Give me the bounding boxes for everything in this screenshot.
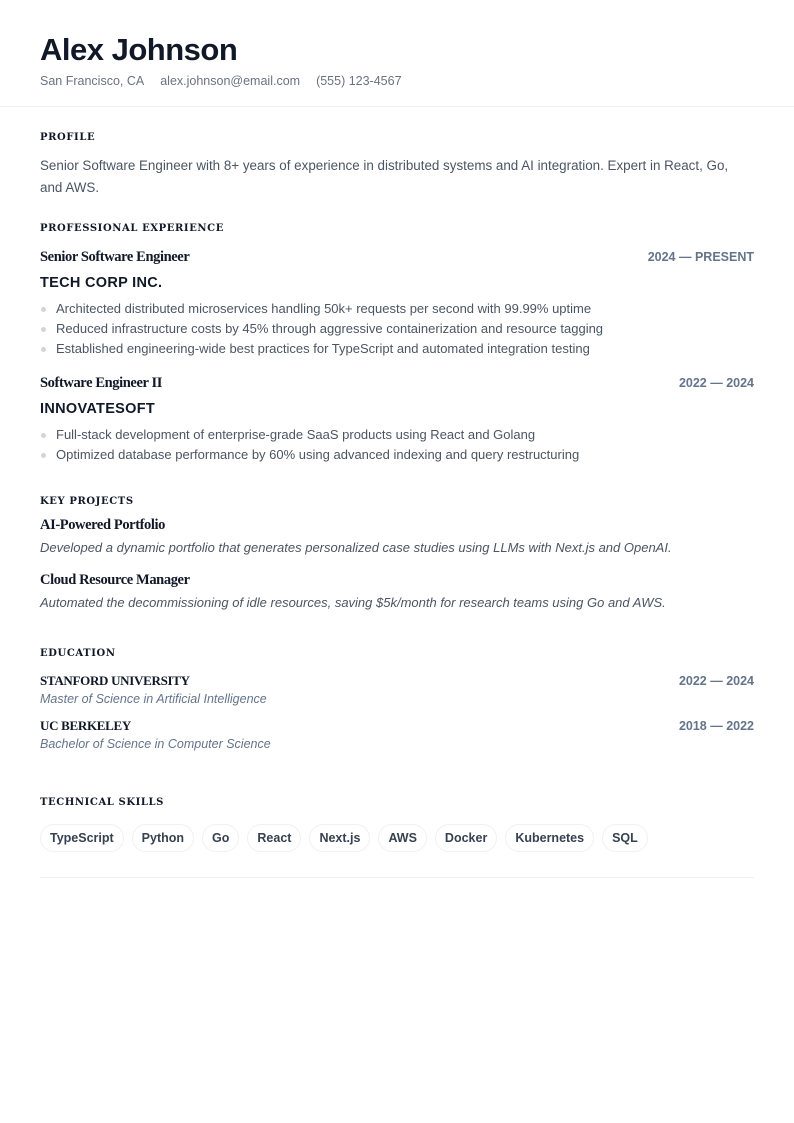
skill-tag: Go bbox=[202, 824, 239, 852]
skill-tag: Next.js bbox=[309, 824, 370, 852]
project-description: Automated the decommissioning of idle resources, saving $5k/month for research teams using Go and AWS. bbox=[40, 595, 666, 610]
job-bullets bbox=[40, 299, 754, 359]
skill-tag: Docker bbox=[435, 824, 497, 852]
job-bullet: Architected distributed microservices handling 50k+ requests per second with 99.99% uptime bbox=[40, 299, 754, 319]
skill-tag: SQL bbox=[602, 824, 648, 852]
footer-divider bbox=[40, 877, 754, 878]
job-entry bbox=[40, 375, 754, 465]
skill-tag: Python bbox=[132, 824, 194, 852]
job-dates: 2024 — PRESENT bbox=[647, 250, 754, 264]
project-entry bbox=[40, 572, 754, 613]
phone: (555) 123-4567 bbox=[316, 74, 402, 88]
projects-section bbox=[40, 496, 754, 613]
skills-list bbox=[40, 824, 754, 852]
contact-line bbox=[40, 74, 754, 88]
project-name: AI-Powered Portfolio bbox=[40, 517, 166, 533]
candidate-name: Alex Johnson bbox=[40, 32, 238, 67]
resume-header bbox=[0, 0, 794, 107]
education-dates: 2018 — 2022 bbox=[678, 719, 754, 733]
job-dates: 2022 — 2024 bbox=[678, 376, 754, 390]
project-description: Developed a dynamic portfolio that generates personalized case studies using LLMs with Next.js and OpenAI. bbox=[40, 540, 672, 555]
section-title-profile: PROFILE bbox=[40, 132, 96, 143]
job-bullet: Established engineering-wide best practices for TypeScript and automated integration testing bbox=[40, 339, 754, 359]
education-entry bbox=[40, 673, 754, 706]
section-title-skills: TECHNICAL SKILLS bbox=[40, 797, 164, 808]
section-title-experience: PROFESSIONAL EXPERIENCE bbox=[40, 223, 224, 234]
skill-tag: React bbox=[247, 824, 301, 852]
school-name: UC BERKELEY bbox=[40, 718, 131, 733]
school-name: STANFORD UNIVERSITY bbox=[40, 673, 190, 688]
job-title: Software Engineer II bbox=[40, 375, 162, 391]
project-entry bbox=[40, 517, 754, 558]
education-entry bbox=[40, 718, 754, 751]
profile-section bbox=[40, 132, 754, 199]
section-title-education: EDUCATION bbox=[40, 648, 116, 659]
company-name: INNOVATESOFT bbox=[40, 401, 156, 417]
degree: Master of Science in Artificial Intelligence bbox=[40, 692, 267, 706]
company-name: TECH CORP INC. bbox=[40, 275, 163, 291]
job-entry bbox=[40, 249, 754, 359]
skill-tag: TypeScript bbox=[40, 824, 124, 852]
profile-summary: Senior Software Engineer with 8+ years of experience in distributed systems and AI integration. Expert in React, Go, and AWS. bbox=[40, 158, 729, 195]
skills-section bbox=[40, 797, 754, 852]
job-bullet: Full-stack development of enterprise-grade SaaS products using React and Golang bbox=[40, 425, 754, 445]
job-bullets bbox=[40, 425, 754, 465]
experience-section bbox=[40, 223, 754, 465]
degree: Bachelor of Science in Computer Science bbox=[40, 737, 271, 751]
section-title-projects: KEY PROJECTS bbox=[40, 496, 134, 507]
education-dates: 2022 — 2024 bbox=[678, 674, 754, 688]
job-title: Senior Software Engineer bbox=[40, 249, 190, 265]
skill-tag: Kubernetes bbox=[505, 824, 594, 852]
skill-tag: AWS bbox=[378, 824, 426, 852]
location: San Francisco, CA bbox=[40, 74, 145, 88]
job-bullet: Optimized database performance by 60% using advanced indexing and query restructuring bbox=[40, 445, 754, 465]
email: alex.johnson@email.com bbox=[160, 74, 301, 88]
job-bullet: Reduced infrastructure costs by 45% through aggressive containerization and resource tagging bbox=[40, 319, 754, 339]
education-section bbox=[40, 648, 754, 751]
project-name: Cloud Resource Manager bbox=[40, 572, 190, 588]
